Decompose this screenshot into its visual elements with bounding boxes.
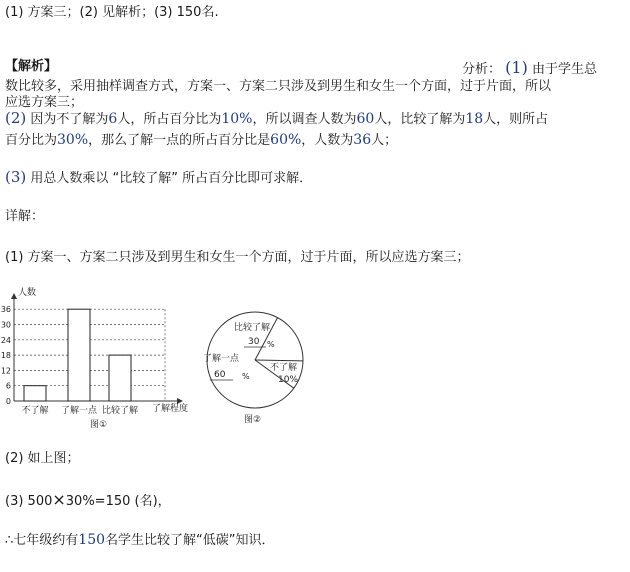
pie-value-bu: 10% [278, 375, 299, 385]
analysis-p2-e: ，所以调查人数为 [252, 112, 357, 127]
analysis-p2-line1 [5, 109, 548, 129]
analysis-p2-line2-g: 人； [371, 133, 398, 148]
bar-ytick-label: 18 [0, 351, 11, 361]
analysis-p2-b: 6 [108, 111, 118, 127]
detail-s2: (2) 如上图； [5, 451, 80, 466]
bar-y-arrow [11, 293, 17, 299]
analysis-p2-line2-a: 百分比为 [5, 133, 58, 148]
pie-label-liaojie: 了解一点 [203, 354, 240, 364]
analysis-p3 [5, 168, 312, 188]
bar-category-label: 比较了解 [101, 406, 139, 416]
analysis-p2-f: 60 [356, 111, 375, 127]
analysis-p3-text: 用总人数乘以 “比较了解” 所占百分比即可求解． [30, 171, 313, 186]
analysis-p2-line2-b: 30% [57, 132, 89, 148]
analysis-p3-num: (3) [5, 168, 27, 186]
analysis-p2-line2-c: ，那么了解一点的所占百分比是 [88, 133, 271, 148]
analysis-label: 分析： [462, 62, 502, 77]
conclusion-a: ∴七年级约有 [5, 533, 79, 548]
pie-caption: 图② [244, 415, 262, 425]
detail-s3 [5, 491, 171, 511]
bar-ylabel: 人数 [18, 288, 37, 298]
bar-ytick-label: 6 [5, 381, 11, 391]
bar-ytick-label: 24 [0, 335, 11, 345]
conclusion-b: 150 [78, 532, 106, 548]
analysis-p2-h: 18 [465, 111, 484, 127]
analysis-p2-a: 因为不了解为 [30, 112, 109, 127]
bar-rects [24, 309, 131, 401]
detail-heading: 详解： [5, 209, 45, 224]
analysis-p1-line1: 由于学生总 [531, 62, 597, 77]
pie-unit-liaojie: % [242, 372, 250, 381]
conclusion [5, 531, 275, 550]
analysis-p2-num: (2) [5, 109, 27, 127]
pie-label-bijiao: 比较了解 [234, 323, 271, 333]
bar-ytick-label: 36 [0, 305, 11, 315]
pie-label-bu: 不了解 [270, 363, 298, 373]
analysis-p2-line2 [5, 131, 397, 150]
bar-ytick-label: 12 [0, 366, 11, 376]
analysis-p1-num: (1) [505, 58, 528, 77]
analysis-p2-d: 10% [221, 111, 253, 127]
bar-ytick-label: 30 [0, 320, 11, 330]
detail-s3-c: 30%=150 (名)， [65, 494, 171, 509]
detail-s3-a: (3) 500 [5, 494, 53, 509]
analysis-p2-line2-f: 36 [353, 132, 372, 148]
bar [68, 309, 90, 401]
pie-value-liaojie: 60 [214, 370, 226, 380]
analysis-heading: 【解析】 [5, 59, 58, 74]
analysis-p1-line2: 数比较多，采用抽样调查方式，方案一、方案二只涉及到男生和女生一个方面，过于片面，所以 [5, 79, 552, 94]
analysis-p2-g: 人，比较了解为 [374, 112, 466, 127]
bar-xlabel: 了解程度 [152, 404, 189, 414]
analysis-p2-line2-d: 60% [270, 132, 302, 148]
analysis-p2-line2-e: ，人数为 [301, 133, 354, 148]
bar-ticks [1, 305, 11, 406]
bar-category-label: 了解一点 [60, 406, 98, 416]
detail-s3-times: × [52, 490, 66, 509]
analysis-p1-line3: 应选方案三； [5, 95, 84, 110]
pie-chart [200, 305, 310, 430]
bar-caption: 图① [90, 420, 108, 430]
answer-line: (1) 方案三；(2) 见解析；(3) 150名. [5, 5, 219, 20]
bar-ytick-label: 0 [5, 397, 11, 406]
bar-categories [21, 404, 138, 416]
pie-value-bijiao: 30 [248, 337, 260, 347]
bar-category-label: 不了解 [21, 406, 49, 416]
analysis-p2-c: 人，所占百分比为 [117, 112, 222, 127]
pie-unit-bijiao: % [267, 340, 275, 349]
detail-s1: (1) 方案一、方案二只涉及到男生和女生一个方面，过于片面，所以应选方案三； [5, 250, 470, 265]
bar-chart [2, 285, 202, 430]
analysis-p2-i: 人，则所占 [483, 112, 549, 127]
analysis-label-line [462, 58, 597, 77]
bar [109, 355, 131, 401]
bar [24, 386, 46, 401]
conclusion-c: 名学生比较了解“低碳”知识． [105, 533, 275, 548]
